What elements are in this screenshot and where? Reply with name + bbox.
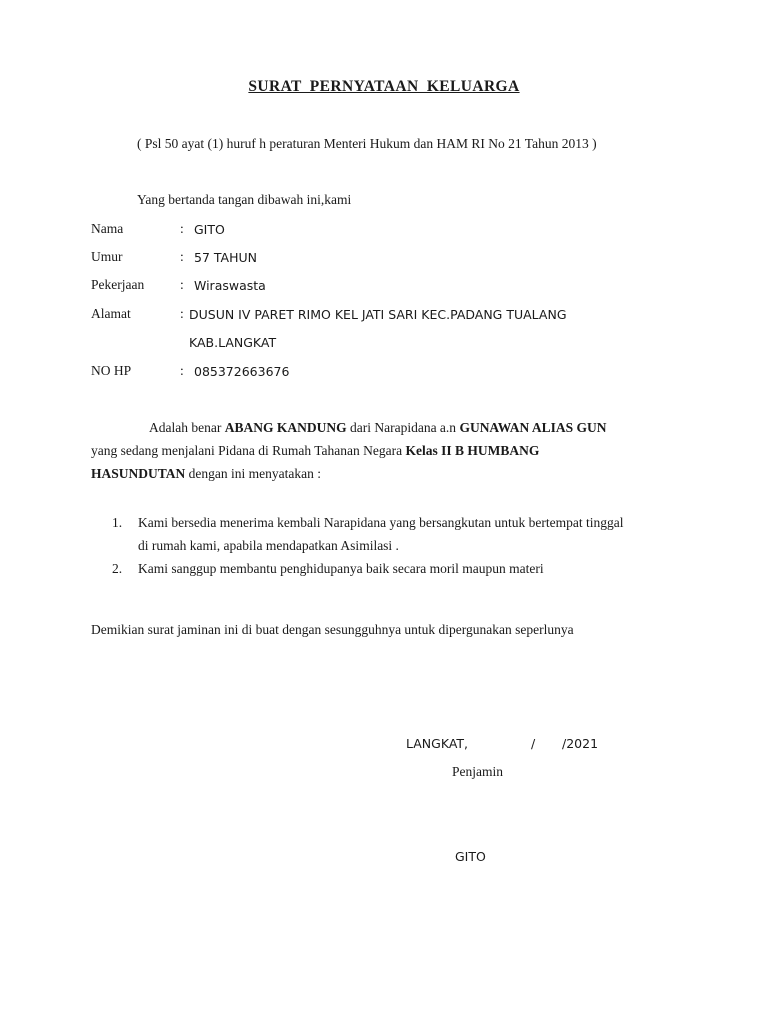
statement-paragraph (91, 416, 681, 485)
signature-name: GITO (455, 849, 486, 864)
intro-text: Yang bertanda tangan dibawah ini,kami (137, 192, 352, 207)
field-colon: : (180, 249, 184, 264)
list-item: Kami bersedia menerima kembali Narapidana yang bersangkutan untuk bertempat tinggal (138, 515, 624, 530)
field-value-nama: GITO (194, 222, 225, 237)
statement-bold-name: GUNAWAN ALIAS GUN (459, 420, 607, 435)
list-number: 2. (112, 561, 123, 576)
field-label-nama: Nama (91, 221, 124, 236)
field-value-alamat-line2: KAB.LANGKAT (189, 335, 277, 350)
statement-bold-location: HASUNDUTAN (91, 466, 186, 481)
field-label-umur: Umur (91, 249, 123, 264)
closing-text: Demikian surat jaminan ini di buat dengan sesungguhnya untuk dipergunakan seperlunya (91, 622, 574, 637)
signature-role: Penjamin (452, 764, 503, 779)
field-colon: : (180, 306, 184, 321)
field-colon: : (180, 221, 184, 236)
field-value-alamat: DUSUN IV PARET RIMO KEL JATI SARI KEC.PADANG TUALANG (189, 307, 567, 322)
signature-date-slash: / (531, 736, 536, 751)
field-label-pekerjaan: Pekerjaan (91, 277, 145, 292)
field-value-umur: 57 TAHUN (194, 250, 257, 265)
field-label-alamat: Alamat (91, 306, 131, 321)
statement-text: yang sedang menjalani Pidana di Rumah Tahanan Negara (91, 443, 406, 458)
statement-text: dari Narapidana a.n (346, 420, 460, 435)
statement-text: Adalah benar (149, 420, 225, 435)
list-item-continued: di rumah kami, apabila mendapatkan Asimilasi . (138, 538, 399, 553)
signature-year: /2021 (562, 736, 599, 751)
field-label-nohp: NO HP (91, 363, 132, 378)
document-title: SURAT PERNYATAAN KELUARGA (248, 78, 520, 95)
list-item: Kami sanggup membantu penghidupanya baik secara moril maupun materi (138, 561, 544, 576)
signature-place: LANGKAT, (406, 736, 469, 751)
statement-bold-class: Kelas II B HUMBANG (405, 443, 540, 458)
field-value-nohp: 085372663676 (194, 364, 290, 379)
statement-text: dengan ini menyatakan : (185, 466, 321, 481)
field-colon: : (180, 277, 184, 292)
field-colon: : (180, 363, 184, 378)
list-number: 1. (112, 515, 123, 530)
field-value-pekerjaan: Wiraswasta (194, 278, 266, 293)
document-subtitle: ( Psl 50 ayat (1) huruf h peraturan Menteri Hukum dan HAM RI No 21 Tahun 2013 ) (137, 136, 597, 151)
statement-bold-relation: ABANG KANDUNG (224, 420, 347, 435)
